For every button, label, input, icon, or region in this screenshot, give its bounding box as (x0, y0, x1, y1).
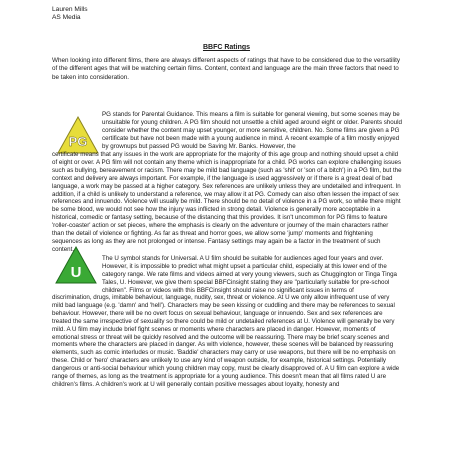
u-rating-badge-icon (54, 245, 98, 285)
pg-badge-label: PG (68, 134, 88, 149)
u-badge-label: U (70, 264, 82, 281)
pg-rating-badge-icon (56, 115, 100, 155)
u-paragraph-body: discrimination, drugs, imitable behaviour, language, nudity, sex, threat or violence. At U we only allow infrequent use of very mild bad language (e.g. 'damn' and 'hell'). Characters may be seen kissing or cuddling and there may be references to sexual behaviour. However, there will be no overt focus on sexual behaviour, language or innuendo. Sex and sex references are treated the same irrespective of sexuality so there could be mild or undetailed references at U. Violence will generally be very mild. A U film may include brief fight scenes or moments where characters are placed in danger. However, moments of emotional stress or threat will be quickly resolved and the outcome will be reassuring. There may be brief scary scenes and moments where the characters are placed in danger. As with violence, however, these scenes will be balanced by reassuring elements, such as comic interludes or music. 'Baddie' characters may carry or use weapons, but there will be no emphasis on these. Child or 'hero' characters are unlikely to use any kind of weapon outside, for example, historical settings. Potentially dangerous or anti-social behaviour which young children may copy, must be clearly disapproved of. A U film can explore a wide range of themes, as long as the treatment is appropriate for a young audience. This doesn't mean that all films rated U are children's films. A children's work at U will generally contain positive messages about loyalty, honesty and (52, 294, 400, 388)
author-block (52, 6, 88, 22)
u-paragraph-intro: The U symbol stands for Universal. A U film should be suitable for audiences aged four years and over. However, it is impossible to predict what might upset a particular child, especially at this lower end of the category range. We rate films and videos aimed at very young viewers, such as Chuggington or Tinga Tinga Tales, U. However, we give them special BBFCinsight stating they are "particularly suitable for pre-school children". Films or videos with this BBFCinsight should raise no significant issues in terms of (102, 255, 397, 294)
document-title: BBFC Ratings (202, 44, 251, 51)
pg-paragraph-body: certificate means that any issues in the work are appropriate for the majority of this age group and nothing should upset a child of eight or over. A PG film will not contain any theme which is inappropriate for a child. PG works can explore challenging issues such as bullying, bereavement or racism. There may be mild bad language (such as 'shit' or 'son of a bitch') in a PG film, but the context and delivery are always important. For example, if the language is used aggressively or if there is a great deal of bad language, a work may be passed at a higher category. Sex references are unlikely unless they are undetailed and infrequent. In addition, if a child is unlikely to understand a reference, we may allow it at PG. Comedy can also often lessen the impact of sex references and innuendo. Violence will usually be mild. There should be no detail of violence in a PG work, so while there might be some blood, we would not see how the injury was inflicted in strong detail. Violence is generally more acceptable in a historical, comedic or fantasy setting, because of the distancing that this provides. It isn't uncommon for PG films to feature 'roller-coaster' action or set pieces, where the emphasis is clearly on the adventure or journey of the main characters rather than the detail of violence or fighting. As far as threat and horror goes, we allow some 'jump' moments and frightening sequences as long as they are not prolonged or intense. Fantasy settings may again be a factor in the treatment of such content. (52, 151, 402, 253)
author-class: AS Media (52, 14, 81, 21)
author-name: Lauren Mills (52, 6, 88, 13)
intro-paragraph: When looking into different films, there are always different aspects of ratings that have to be considered due to the versatility of the different ages that will be watching certain films. Content, context and language are the main three factors that need to be taken into consideration. (52, 57, 401, 81)
pg-paragraph-intro: PG stands for Parental Guidance. This means a film is suitable for general viewing, but some scenes may be unsuitable for young children. A PG film should not unsettle a child aged around eight or older. Parents should consider whether the content may upset younger, or more sensitive, children. No. Some films are given a PG certificate but have not been made with a young audience in mind. A recent example of a film mostly enjoyed by grownups but passed PG would be Saving Mr. Banks. However, the (102, 111, 402, 150)
